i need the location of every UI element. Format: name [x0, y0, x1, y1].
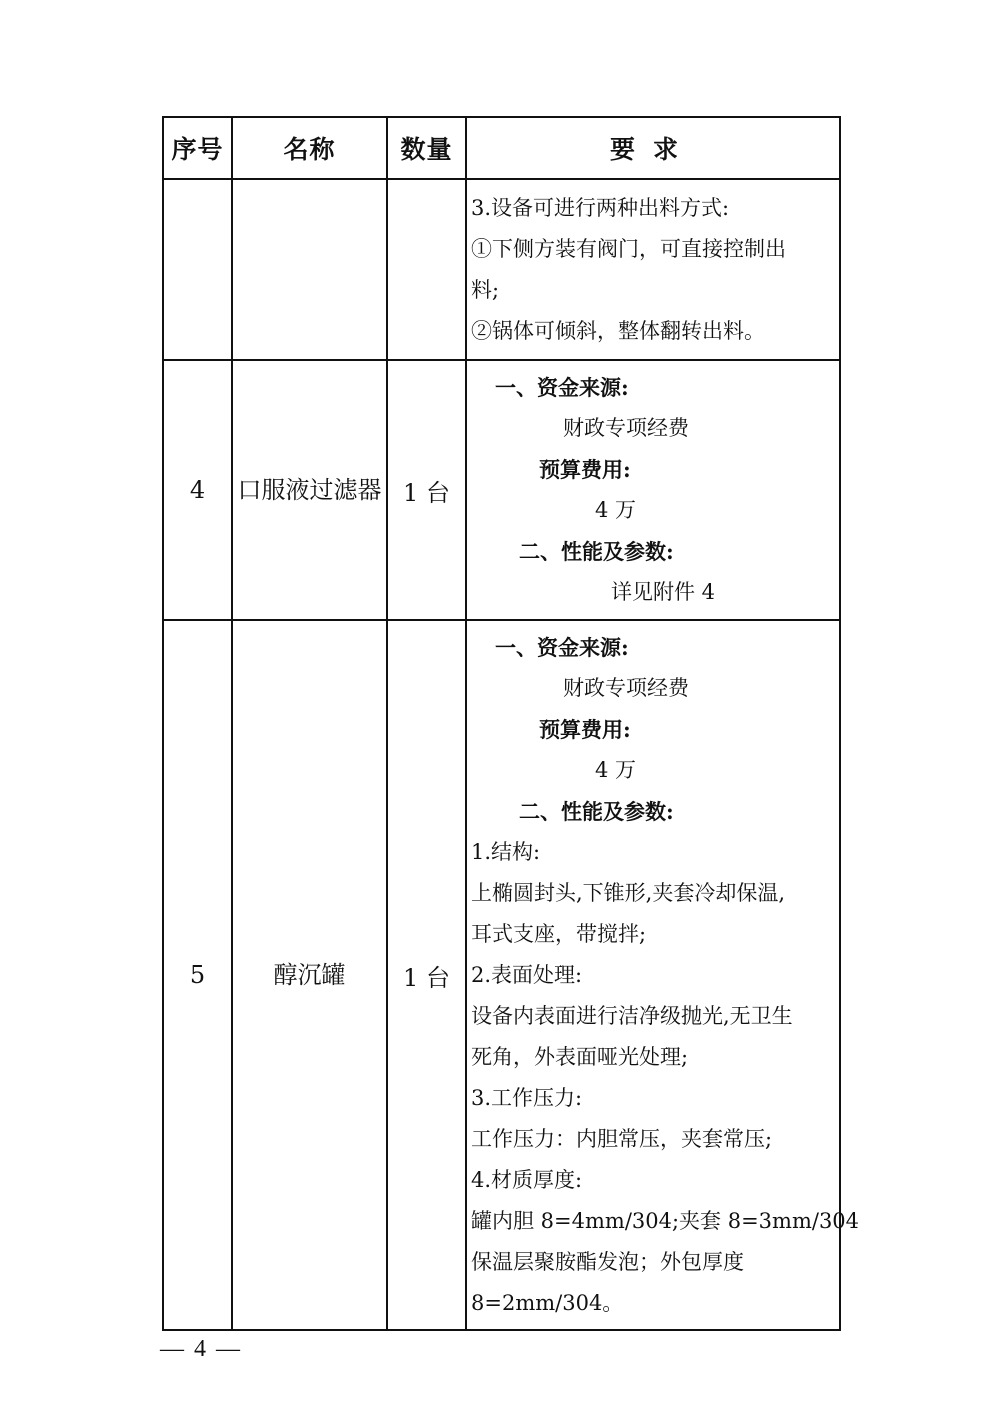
cell-qty: 1 台: [387, 620, 466, 1330]
cell-req: [466, 179, 840, 360]
page-number: — 4 —: [160, 1336, 242, 1362]
table-row: [163, 620, 840, 1330]
req-heading: 预算费用:: [539, 716, 631, 742]
cell-qty: 1 台: [387, 360, 466, 620]
header-qty: 数量: [387, 117, 466, 179]
header-req: 要求: [466, 117, 840, 179]
req-heading: 二、性能及参数:: [519, 539, 674, 564]
req-line: 耳式支座，带搅拌;: [471, 921, 647, 946]
req-line: 料;: [471, 277, 500, 302]
cell-req: [466, 620, 860, 1330]
req-line: 上椭圆封头,下锥形,夹套冷却保温,: [471, 880, 786, 905]
req-heading: 二、性能及参数:: [519, 798, 674, 824]
req-line: 设备内表面进行洁净级抛光,无卫生: [471, 1003, 793, 1028]
req-heading: 一、资金来源:: [495, 634, 629, 660]
req-line: 3.工作压力:: [471, 1085, 583, 1110]
cell-name: 口服液过滤器: [232, 360, 387, 620]
cell-name: 醇沉罐: [232, 620, 387, 1330]
req-line: 2.表面处理:: [471, 962, 583, 987]
req-line: 财政专项经费: [563, 675, 689, 700]
req-line: 工作压力：内胆常压，夹套常压;: [471, 1126, 773, 1151]
cell-qty: [387, 179, 466, 360]
req-line: 4 万: [595, 498, 637, 522]
req-heading: 一、资金来源:: [495, 375, 629, 400]
req-line: 详见附件 4: [611, 580, 716, 604]
req-line: 财政专项经费: [563, 416, 689, 440]
table-header-row: [163, 117, 840, 179]
req-line: 4.材质厚度:: [471, 1167, 583, 1192]
req-line: 4 万: [595, 757, 637, 782]
header-name: 名称: [232, 117, 387, 179]
spec-table: [162, 116, 860, 1331]
cell-name: [232, 179, 387, 360]
req-line: 1.结构:: [471, 839, 541, 864]
table-row: [163, 179, 840, 360]
header-seq: 序号: [163, 117, 232, 179]
req-heading: 预算费用:: [539, 457, 631, 482]
cell-seq: 4: [163, 360, 232, 620]
cell-seq: [163, 179, 232, 360]
req-line: 保温层聚胺酯发泡；外包厚度: [471, 1249, 744, 1274]
req-line: ②锅体可倾斜，整体翻转出料。: [471, 318, 765, 343]
req-line: 罐内胆 8=4mm/304;夹套 8=3mm/304: [471, 1208, 860, 1233]
req-line: 3.设备可进行两种出料方式:: [471, 195, 730, 220]
table-row: [163, 360, 840, 620]
req-line: 死角，外表面哑光处理;: [471, 1044, 689, 1069]
req-line: ①下侧方装有阀门，可直接控制出: [471, 236, 786, 261]
req-line: 8=2mm/304。: [471, 1290, 624, 1315]
cell-seq: 5: [163, 620, 232, 1330]
cell-req: [466, 360, 840, 620]
